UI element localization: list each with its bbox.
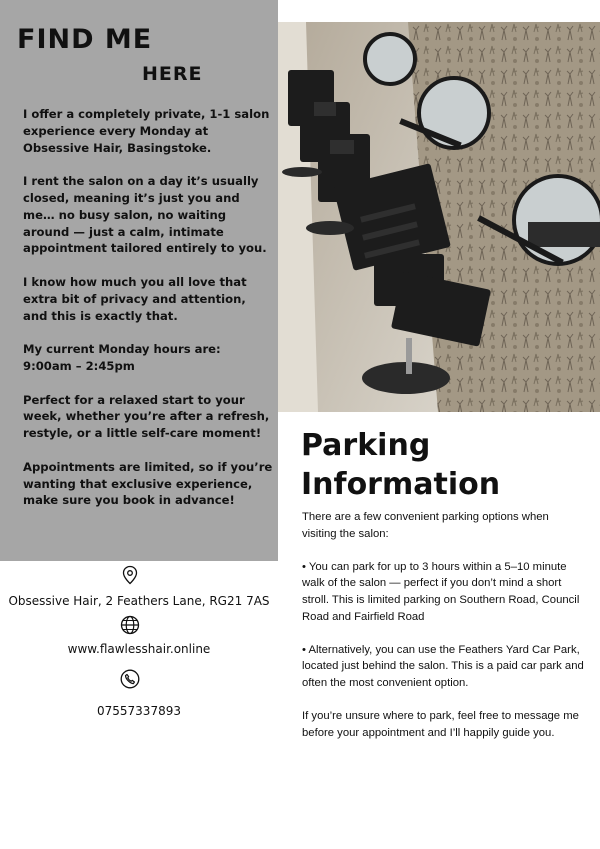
page-title: FIND ME (17, 24, 153, 55)
intro-paragraph: I know how much you all love that extra bit of privacy and attention, and this is exactly that. (23, 274, 247, 323)
salon-photo (278, 22, 600, 412)
globe-icon (120, 615, 140, 635)
intro-paragraph: I offer a completely private, 1-1 salon experience every Monday at Obsessive Hair, Basingstoke. (23, 107, 270, 155)
website-link[interactable]: www.flawlesshair.online (67, 642, 211, 656)
intro-paragraph: Appointments are limited, so if you’re wanting that exclusive experience, make sure you book in advance! (23, 459, 273, 508)
page-subtitle: HERE (142, 63, 203, 85)
phone-number[interactable]: 07557337893 (97, 704, 181, 718)
salon-photo-illustration (278, 22, 600, 412)
intro-paragraph: I rent the salon on a day it’s usually closed, meaning it’s just you and me… no busy salon, no waiting around — just a calm, intimate appointment tailored entirely to you. (23, 174, 267, 256)
parking-heading-line: Information (301, 467, 501, 502)
address-text: Obsessive Hair, 2 Feathers Lane, RG21 7AS (8, 594, 270, 608)
intro-paragraph: Perfect for a relaxed start to your week, whether you’re after a refresh, restyle, or a little self-care moment! (23, 392, 270, 441)
parking-paragraph: There are a few convenient parking options when visiting the salon: (302, 511, 549, 540)
parking-heading-line: Parking (301, 428, 431, 463)
intro-text (23, 106, 273, 526)
parking-heading (301, 426, 500, 504)
phone-icon (120, 669, 140, 689)
parking-paragraph: • You can park for up to 3 hours within a 5–10 minute walk of the salon — perfect if you don’t mind a short stroll. This is limited parking on Southern Road, Council Road and Fairfield Road (302, 560, 580, 623)
location-pin-icon (120, 565, 140, 585)
intro-paragraph: My current Monday hours are: 9:00am – 2:45pm (23, 342, 221, 373)
left-panel (0, 0, 278, 561)
parking-paragraph: • Alternatively, you can use the Feathers Yard Car Park, located just behind the salon. This is a paid car park and often the most convenient option. (302, 643, 584, 689)
parking-text (302, 509, 584, 758)
parking-paragraph: If you’re unsure where to park, feel free to message me before your appointment and I’ll happily guide you. (302, 710, 579, 739)
